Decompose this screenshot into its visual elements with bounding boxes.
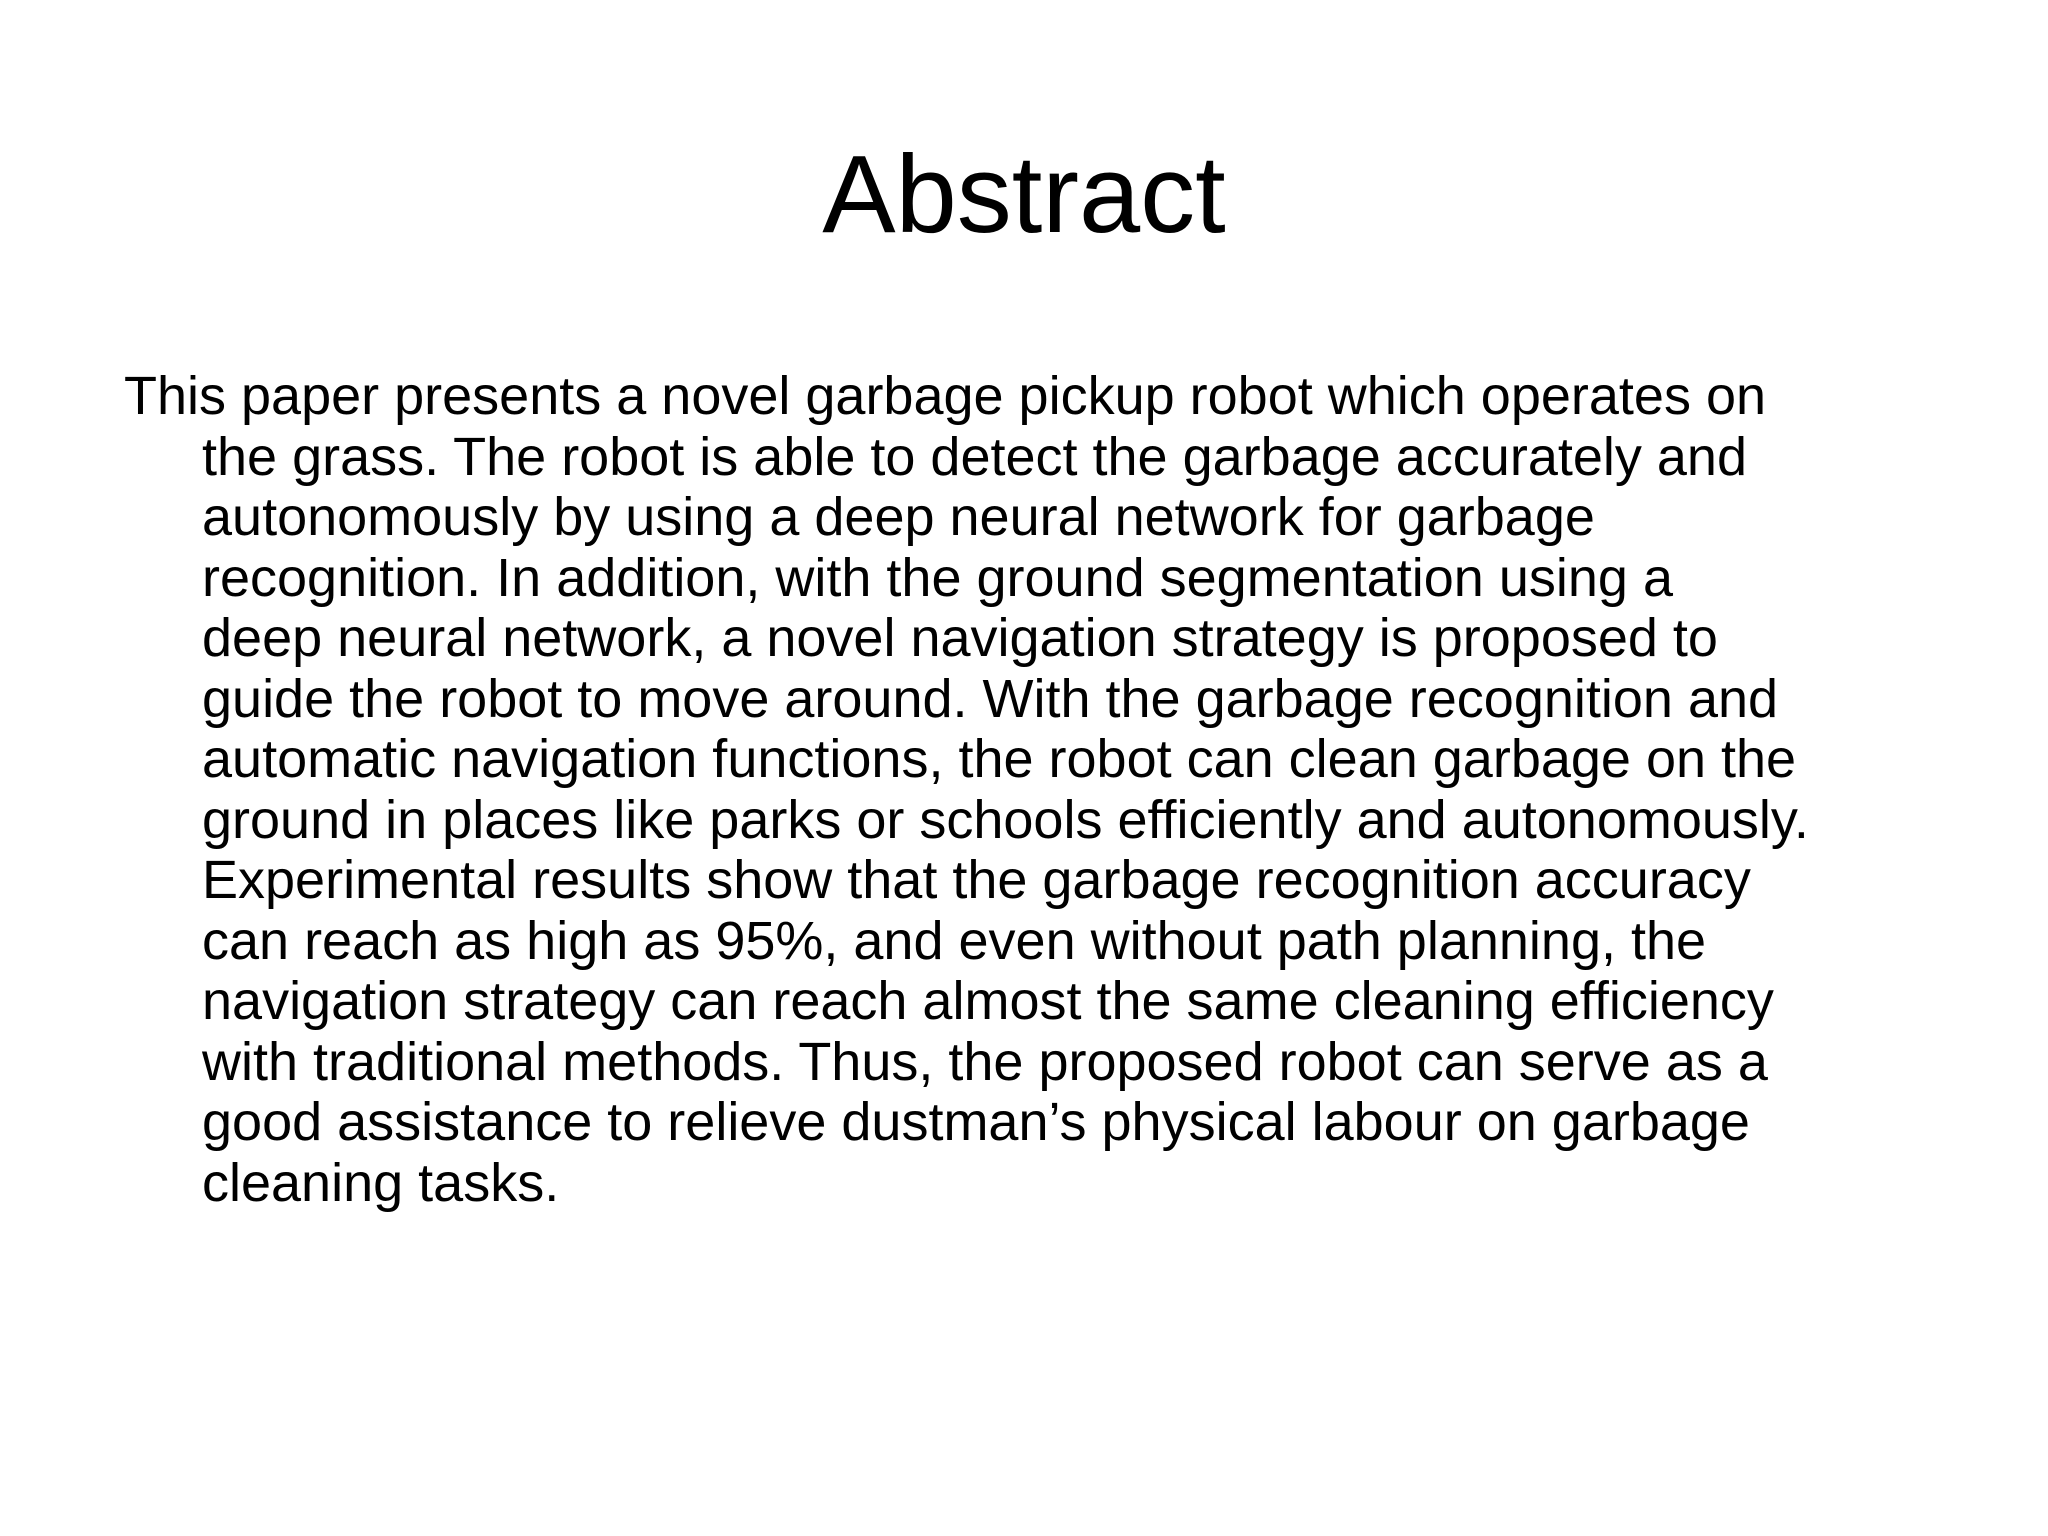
abstract-line: guide the robot to move around. With the garbage recognition and — [202, 668, 1779, 729]
abstract-line: This paper presents a novel garbage pickup robot which operates on — [124, 366, 1767, 426]
abstract-line: with traditional methods. Thus, the proposed robot can serve as a — [202, 1031, 1768, 1092]
abstract-line: recognition. In addition, with the ground segmentation using a — [202, 547, 1673, 608]
abstract-line: automatic navigation functions, the robot can clean garbage on the — [202, 729, 1797, 789]
abstract-line: ground in places like parks or schools efficiently and autonomously. — [202, 789, 1809, 850]
abstract-line: autonomously by using a deep neural network for garbage — [202, 487, 1595, 547]
abstract-paragraph — [124, 366, 1954, 1213]
abstract-line: the grass. The robot is able to detect the garbage accurately and — [202, 426, 1747, 487]
abstract-line: deep neural network, a novel navigation strategy is proposed to — [202, 608, 1718, 668]
abstract-line: can reach as high as 95%, and even without path planning, the — [202, 910, 1707, 971]
abstract-line: navigation strategy can reach almost the same cleaning efficiency — [202, 971, 1774, 1031]
slide-title: Abstract — [822, 133, 1226, 256]
abstract-line: cleaning tasks. — [202, 1152, 560, 1213]
abstract-line: good assistance to relieve dustman’s physical labour on garbage — [202, 1092, 1750, 1152]
abstract-line: Experimental results show that the garbage recognition accuracy — [202, 850, 1751, 910]
